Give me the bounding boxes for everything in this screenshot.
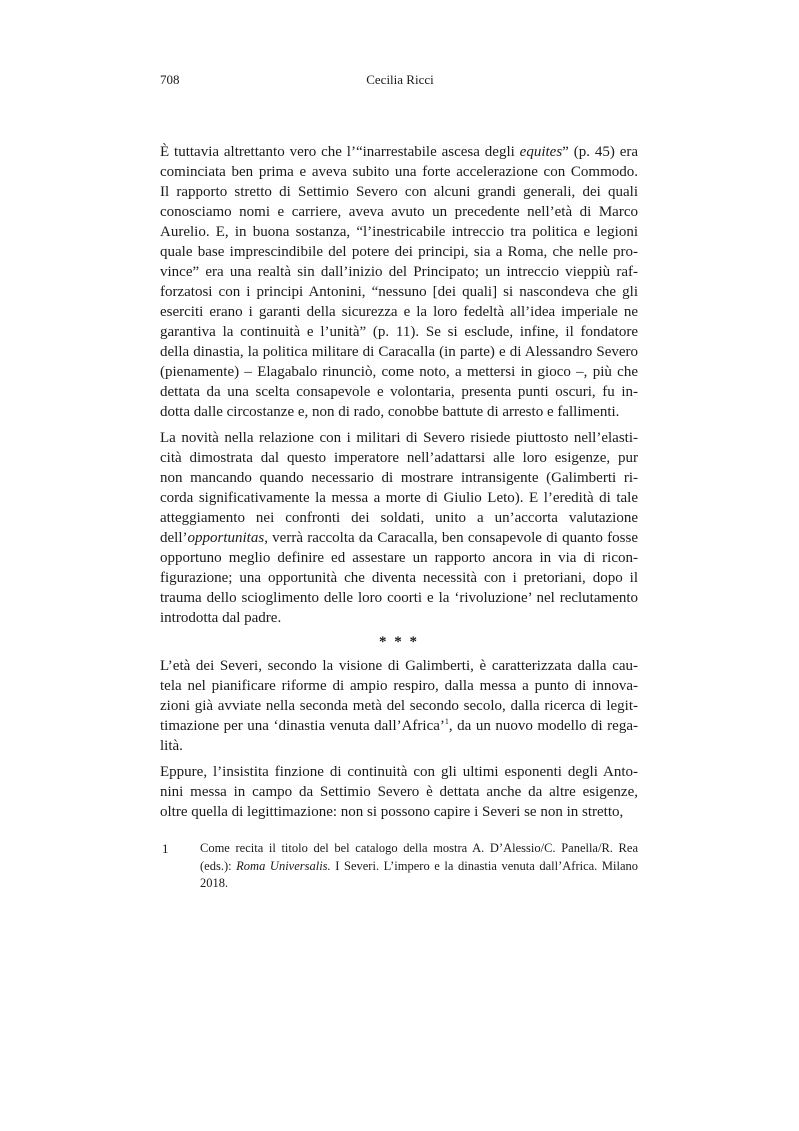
text-run: conosciamo nomi e carriere, aveva avuto un precedente nell’età di Marco [160, 204, 638, 220]
text-line [160, 382, 638, 402]
text-run: forzatosi con i principi Antonini, “nessuno [dei quali] si nascondeva che gli [160, 284, 638, 300]
text-run: oltre quella di legittimazione: non si possono capire i Severi se non in stretto, [160, 804, 624, 820]
text-run: nini messa in campo da Settimio Severo è dettata anche da altre esigenze, [160, 784, 638, 800]
text-run: dotta dalle circostanze e, non di rado, conobbe battute di arresto e fallimenti. [160, 404, 620, 420]
text-line [160, 508, 638, 528]
text-line [160, 222, 638, 242]
text-run: (pienamente) – Elagabalo rinunciò, come noto, a mettersi in gioco –, più che [160, 364, 638, 380]
footnote-number: 1 [162, 841, 169, 856]
text-run: La novità nella relazione con i militari di Severo risiede piuttosto nell’elasti- [160, 430, 638, 446]
text-run: atteggiamento nei confronti dei soldati, unito a un’accorta valutazione [160, 510, 638, 526]
section-break: * * * [379, 634, 419, 650]
text-run: figurazione; una opportunità che diventa necessità con i pretoriani, dopo il [160, 570, 638, 586]
paragraph [160, 142, 638, 422]
footnote-text [200, 840, 638, 893]
text-run: eserciti erano i garanti della sicurezza e la loro fedeltà all’idea imperiale ne [160, 304, 638, 320]
text-run: ” (p. 45) era [562, 144, 639, 160]
text-line [160, 162, 638, 182]
text-line [160, 696, 638, 716]
text-line [160, 362, 638, 382]
text-line [160, 322, 638, 342]
footnote [160, 840, 638, 893]
text-line [160, 528, 638, 548]
text-run: (eds.): [200, 858, 237, 873]
text-run: L’età dei Severi, secondo la visione di Galimberti, è caratterizzata dalla cau- [160, 658, 638, 674]
text-run: dell’ [160, 530, 188, 546]
text-line [160, 242, 638, 262]
text-run: I Severi. L’impero e la dinastia venuta dall’Africa. Milano [330, 858, 638, 873]
text-line [160, 428, 638, 448]
text-run: introdotta dal padre. [160, 610, 282, 626]
paragraph [160, 428, 638, 628]
text-line [160, 262, 638, 282]
text-run: Eppure, l’insistita finzione di continuità con gli ultimi esponenti degli Anto- [160, 764, 638, 780]
text-run: cità dimostrata dal questo imperatore nell’adattarsi alle loro esigenze, pur [160, 450, 638, 466]
text-line [160, 568, 638, 588]
text-run: vince” era una realtà sin dall’inizio del Principato; un intreccio vieppiù raf- [160, 264, 638, 280]
text-line [160, 202, 638, 222]
text-line [160, 716, 638, 736]
text-run: cominciata ben prima e aveva subito una forte accelerazione con Commodo. [160, 164, 638, 180]
text-run: dettata da una scelta consapevole e volontaria, presenta punti oscuri, fu in- [160, 384, 638, 400]
text-line [160, 342, 638, 362]
text-run: È tuttavia altrettanto vero che l’“inarrestabile ascesa degli [160, 144, 520, 160]
italic-text: equites [519, 144, 563, 160]
text-line [160, 762, 638, 782]
text-line [160, 448, 638, 468]
text-line [200, 858, 638, 876]
text-run: corda significativamente la messa a morte di Giulio Leto). E l’eredità di tale [160, 490, 638, 506]
text-line [160, 468, 638, 488]
text-line [160, 656, 638, 676]
text-run: timazione per una ‘dinastia venuta dall’Africa’ [160, 718, 445, 734]
text-run: garantiva la continuità e l’unità” (p. 11). Se si esclude, infine, il fondatore [160, 324, 638, 340]
text-line [160, 488, 638, 508]
text-line [160, 282, 638, 302]
text-run: lità. [160, 738, 183, 754]
text-line [200, 840, 638, 858]
text-line [160, 608, 638, 628]
text-run: , verrà raccolta da Caracalla, ben consapevole di quanto fosse [264, 530, 638, 546]
text-run: , da un nuovo modello di rega- [448, 718, 638, 734]
text-line [160, 302, 638, 322]
text-run: 2018. [200, 876, 229, 890]
text-line [160, 676, 638, 696]
text-run: quale base imprescindibile del potere dei principi, sia a Roma, che nelle pro- [160, 244, 638, 260]
footnote-ref[interactable]: 1 [444, 717, 449, 726]
italic-text: Roma Universalis. [236, 858, 331, 873]
text-line [160, 142, 638, 162]
paragraph [160, 656, 638, 756]
text-line [160, 402, 638, 422]
text-run: opportuno meglio definire ed assestare un rapporto ancora in via di ricon- [160, 550, 638, 566]
text-line [160, 736, 638, 756]
page-number: 708 [160, 72, 180, 87]
text-run: zioni già avviate nella seconda metà del secondo secolo, dalla ricerca di legit- [160, 698, 638, 714]
text-line [160, 548, 638, 568]
text-line [200, 875, 638, 893]
text-run: tela nel pianificare riforme di ampio respiro, dalla messa a punto di innova- [160, 678, 638, 694]
text-line [160, 182, 638, 202]
paragraph [160, 762, 638, 822]
text-line [160, 802, 638, 822]
text-run: della dinastia, la politica militare di Caracalla (in parte) e di Alessandro Severo [160, 344, 638, 360]
text-line [160, 782, 638, 802]
text-run: Come recita il titolo del bel catalogo della mostra A. D’Alessio/C. Panella/R. Rea [200, 841, 638, 855]
text-run: non mancando quando necessario di mostrare intransigente (Galimberti ri- [160, 470, 638, 486]
running-head: Cecilia Ricci [366, 72, 434, 87]
text-run: Aurelio. E, in buona sostanza, “l’inestricabile intreccio tra politica e legioni [160, 224, 638, 240]
text-run: Il rapporto stretto di Settimio Severo con alcuni grandi generali, dei quali [160, 184, 638, 200]
italic-text: opportunitas [187, 530, 265, 546]
text-run: trauma dello scioglimento delle loro coorti e la ‘rivoluzione’ nel reclutamento [160, 590, 638, 606]
text-line [160, 588, 638, 608]
text-column [160, 142, 638, 893]
